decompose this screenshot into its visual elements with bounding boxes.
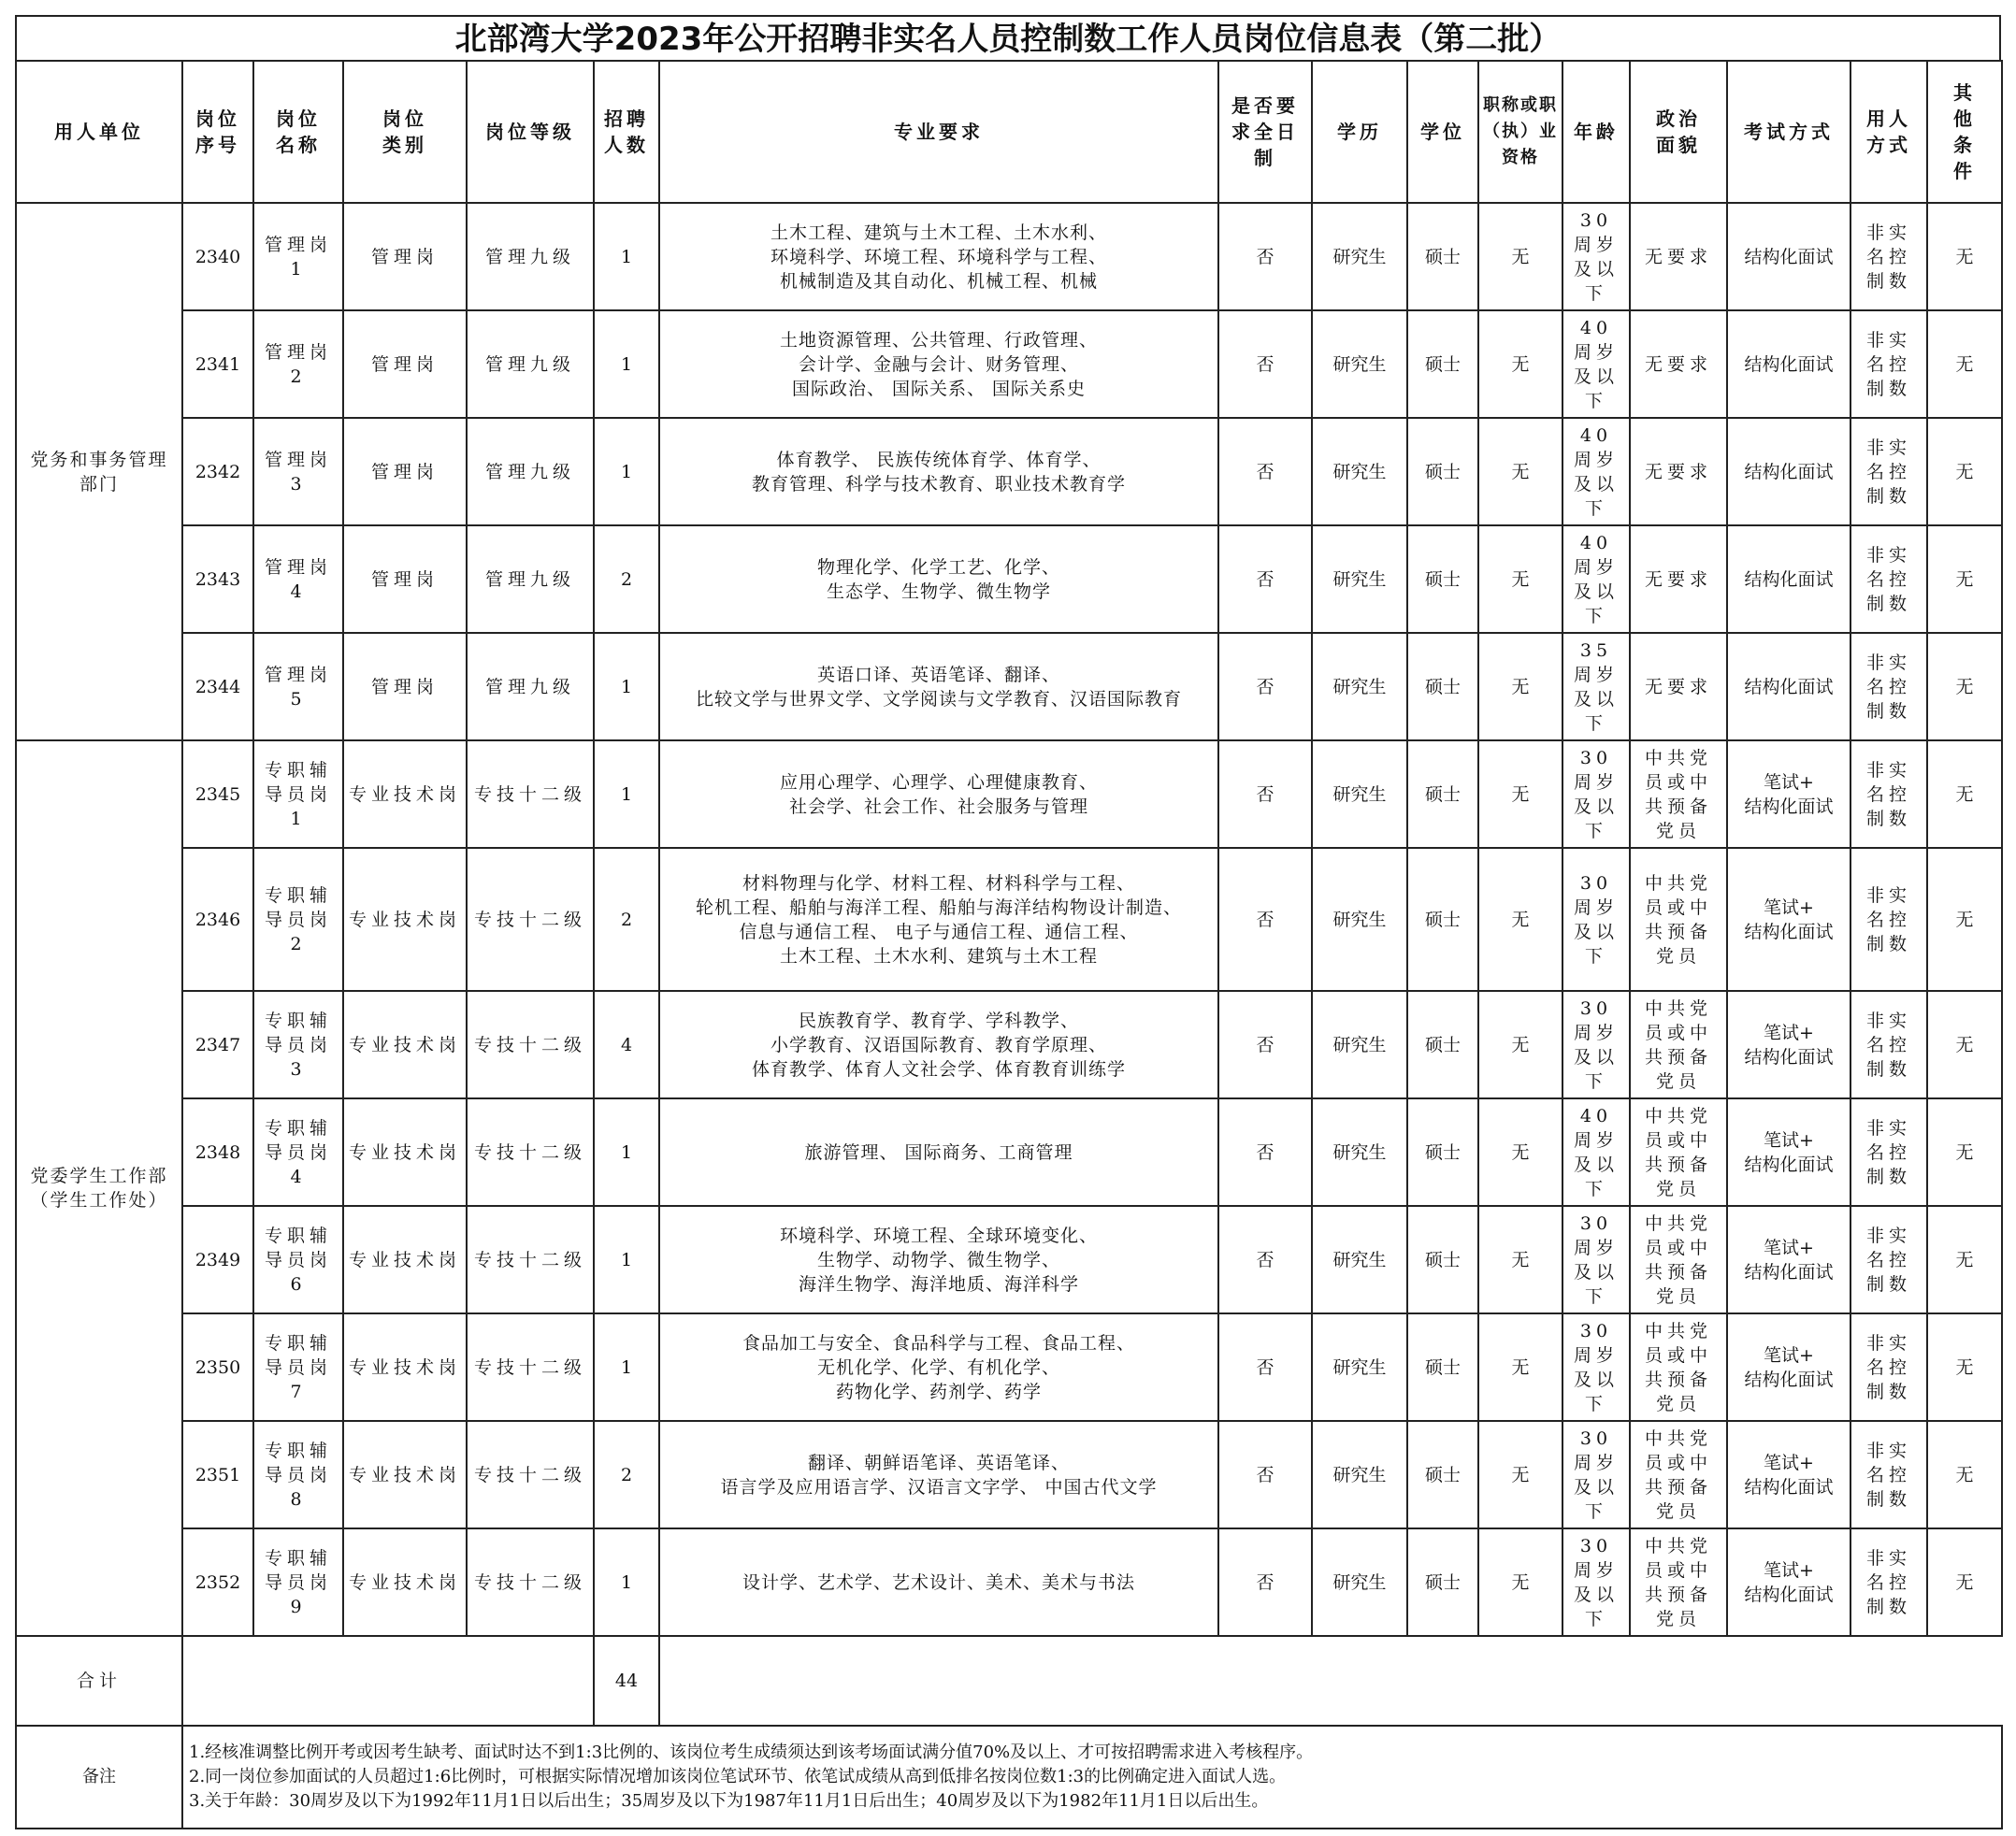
seq-cell: 2348 [182, 1098, 253, 1206]
education-cell: 研究生 [1312, 1313, 1407, 1421]
title-qual-cell: 无 [1478, 1098, 1562, 1206]
other-cell: 无 [1927, 740, 2002, 848]
political-cell: 无要求 [1630, 633, 1727, 740]
education-cell: 研究生 [1312, 418, 1407, 525]
degree-cell: 硕士 [1407, 310, 1478, 418]
notes-label: 备注 [16, 1726, 182, 1829]
count-cell: 1 [594, 203, 659, 310]
exam-line: 结构化面试 [1744, 1046, 1834, 1068]
hire-cell: 非实名控制数 [1850, 1313, 1927, 1421]
table-row [16, 1313, 2002, 1421]
level-cell: 专技十二级 [467, 1206, 594, 1313]
table-row [16, 1528, 2002, 1636]
header-degree: 学位 [1407, 61, 1478, 203]
table-row [16, 203, 2002, 310]
title-qual-cell: 无 [1478, 991, 1562, 1098]
major-line: 土地资源管理、公共管理、行政管理、 [779, 329, 1098, 351]
major-line: 应用心理学、心理学、心理健康教育、 [779, 771, 1098, 793]
major-line: 无机化学、化学、有机化学、 [816, 1356, 1060, 1378]
header-name: 岗位名称 [253, 61, 343, 203]
count-cell: 1 [594, 310, 659, 418]
major-line: 体育教学、 民族传统体育学、体育学、 [776, 449, 1102, 470]
exam-cell: 结构化面试 [1727, 203, 1850, 310]
exam-cell [1727, 848, 1850, 991]
header-row [16, 61, 2002, 203]
exam-line: 结构化面试 [1744, 1476, 1834, 1498]
exam-line: 笔试+ [1764, 1559, 1814, 1581]
header-education: 学历 [1312, 61, 1407, 203]
exam-line: 结构化面试 [1744, 1584, 1834, 1605]
seq-cell: 2346 [182, 848, 253, 991]
header-age: 年龄 [1562, 61, 1630, 203]
level-cell: 管理九级 [467, 418, 594, 525]
category-cell: 管理岗 [343, 633, 467, 740]
total-blank [182, 1636, 594, 1726]
table-row [16, 991, 2002, 1098]
degree-cell: 硕士 [1407, 1098, 1478, 1206]
seq-cell: 2351 [182, 1421, 253, 1528]
fulltime-cell: 否 [1218, 1421, 1312, 1528]
major-line: 会计学、金融与会计、财务管理、 [798, 353, 1079, 375]
hire-cell: 非实名控制数 [1850, 203, 1927, 310]
category-cell: 专业技术岗 [343, 991, 467, 1098]
post-name-cell: 专职辅导员岗4 [253, 1098, 343, 1206]
fulltime-cell: 否 [1218, 991, 1312, 1098]
title-qual-cell: 无 [1478, 1528, 1562, 1636]
degree-cell: 硕士 [1407, 1206, 1478, 1313]
degree-cell: 硕士 [1407, 418, 1478, 525]
other-cell: 无 [1927, 1098, 2002, 1206]
major-line: 生态学、生物学、微生物学 [826, 581, 1051, 602]
exam-line: 结构化面试 [1744, 921, 1834, 942]
degree-cell: 硕士 [1407, 203, 1478, 310]
age-cell: 30周岁及以下 [1562, 1206, 1630, 1313]
degree-cell: 硕士 [1407, 525, 1478, 633]
education-cell: 研究生 [1312, 1421, 1407, 1528]
post-name-cell: 管理岗5 [253, 633, 343, 740]
degree-cell: 硕士 [1407, 1313, 1478, 1421]
count-cell: 1 [594, 740, 659, 848]
degree-cell: 硕士 [1407, 848, 1478, 991]
major-line: 英语口译、英语笔译、翻译、 [816, 664, 1060, 685]
total-label: 合计 [16, 1636, 182, 1726]
count-cell: 2 [594, 848, 659, 991]
note-line: 1.经核准调整比例开考或因考生缺考、面试时达不到1:3比例的、该岗位考生成绩须达到该考场面试满分值70%及以上、才可按招聘需求进入考核程序。 [189, 1743, 1314, 1762]
other-cell: 无 [1927, 525, 2002, 633]
seq-cell: 2345 [182, 740, 253, 848]
other-cell: 无 [1927, 1206, 2002, 1313]
table-row [16, 633, 2002, 740]
hire-cell: 非实名控制数 [1850, 1528, 1927, 1636]
header-exam: 考试方式 [1727, 61, 1850, 203]
post-name-cell: 管理岗3 [253, 418, 343, 525]
education-cell: 研究生 [1312, 633, 1407, 740]
exam-cell: 结构化面试 [1727, 418, 1850, 525]
category-cell: 专业技术岗 [343, 1421, 467, 1528]
major-cell [659, 1098, 1218, 1206]
degree-cell: 硕士 [1407, 633, 1478, 740]
other-cell: 无 [1927, 1528, 2002, 1636]
unit-cell: 党务和事务管理部门 [16, 203, 182, 740]
title-qual-cell: 无 [1478, 203, 1562, 310]
header-level: 岗位等级 [467, 61, 594, 203]
level-cell: 专技十二级 [467, 740, 594, 848]
table-row [16, 1098, 2002, 1206]
major-cell [659, 418, 1218, 525]
exam-cell [1727, 1098, 1850, 1206]
count-cell: 1 [594, 418, 659, 525]
education-cell: 研究生 [1312, 1206, 1407, 1313]
degree-cell: 硕士 [1407, 1421, 1478, 1528]
post-name-cell: 管理岗2 [253, 310, 343, 418]
seq-cell: 2341 [182, 310, 253, 418]
education-cell: 研究生 [1312, 740, 1407, 848]
title-qual-cell: 无 [1478, 1313, 1562, 1421]
age-cell: 40周岁及以下 [1562, 525, 1630, 633]
fulltime-cell: 否 [1218, 525, 1312, 633]
age-cell: 30周岁及以下 [1562, 203, 1630, 310]
major-line: 国际政治、 国际关系、 国际关系史 [791, 378, 1087, 399]
major-line: 轮机工程、船舶与海洋工程、船舶与海洋结构物设计制造、 [695, 896, 1182, 918]
header-unit: 用人单位 [16, 61, 182, 203]
major-line: 海洋生物学、海洋地质、海洋科学 [798, 1273, 1079, 1295]
political-cell: 无要求 [1630, 418, 1727, 525]
exam-line: 笔试+ [1764, 1452, 1814, 1473]
category-cell: 管理岗 [343, 525, 467, 633]
major-cell [659, 633, 1218, 740]
post-name-cell: 专职辅导员岗9 [253, 1528, 343, 1636]
major-cell [659, 1528, 1218, 1636]
age-cell: 40周岁及以下 [1562, 418, 1630, 525]
header-title-qual: 职称或职（执）业资格 [1478, 61, 1562, 203]
education-cell: 研究生 [1312, 310, 1407, 418]
title-qual-cell: 无 [1478, 1421, 1562, 1528]
table-row [16, 848, 2002, 991]
title-qual-cell: 无 [1478, 310, 1562, 418]
post-name-cell: 管理岗1 [253, 203, 343, 310]
major-line: 环境科学、环境工程、全球环境变化、 [779, 1225, 1098, 1246]
fulltime-cell: 否 [1218, 203, 1312, 310]
major-line: 民族教育学、教育学、学科教学、 [798, 1010, 1079, 1031]
fulltime-cell: 否 [1218, 418, 1312, 525]
education-cell: 研究生 [1312, 525, 1407, 633]
count-cell: 4 [594, 991, 659, 1098]
major-line: 生物学、动物学、微生物学、 [816, 1249, 1060, 1270]
title-qual-cell: 无 [1478, 1206, 1562, 1313]
exam-cell [1727, 1528, 1850, 1636]
positions-table [15, 60, 2003, 1829]
other-cell: 无 [1927, 1421, 2002, 1528]
level-cell: 专技十二级 [467, 848, 594, 991]
age-cell: 35周岁及以下 [1562, 633, 1630, 740]
seq-cell: 2344 [182, 633, 253, 740]
major-line: 设计学、艺术学、艺术设计、美术、美术与书法 [742, 1571, 1135, 1593]
other-cell: 无 [1927, 203, 2002, 310]
category-cell: 专业技术岗 [343, 1206, 467, 1313]
hire-cell: 非实名控制数 [1850, 418, 1927, 525]
hire-cell: 非实名控制数 [1850, 1098, 1927, 1206]
major-line: 翻译、朝鲜语笔译、英语笔译、 [807, 1452, 1070, 1473]
title-qual-cell: 无 [1478, 633, 1562, 740]
hire-cell: 非实名控制数 [1850, 525, 1927, 633]
political-cell: 中共党员或中共预备党员 [1630, 1528, 1727, 1636]
degree-cell: 硕士 [1407, 1528, 1478, 1636]
exam-line: 笔试+ [1764, 1237, 1814, 1258]
header-count: 招聘人数 [594, 61, 659, 203]
post-name-cell: 专职辅导员岗1 [253, 740, 343, 848]
category-cell: 管理岗 [343, 203, 467, 310]
header-seq: 岗位序号 [182, 61, 253, 203]
category-cell: 专业技术岗 [343, 848, 467, 991]
major-line: 教育管理、科学与技术教育、职业技术教育学 [751, 473, 1126, 495]
title-qual-cell: 无 [1478, 740, 1562, 848]
exam-cell [1727, 1313, 1850, 1421]
hire-cell: 非实名控制数 [1850, 633, 1927, 740]
exam-line: 结构化面试 [1744, 1261, 1834, 1283]
age-cell: 40周岁及以下 [1562, 1098, 1630, 1206]
table-row [16, 418, 2002, 525]
exam-cell [1727, 1421, 1850, 1528]
major-line: 土木工程、建筑与土木工程、土木水利、 [770, 222, 1107, 243]
note-line: 2.同一岗位参加面试的人员超过1:6比例时，可根据实际情况增加该岗位笔试环节、依笔试成绩从高到低排名按岗位数1:3的比例确定进入面试人选。 [189, 1767, 1287, 1786]
education-cell: 研究生 [1312, 203, 1407, 310]
major-cell [659, 203, 1218, 310]
hire-cell: 非实名控制数 [1850, 991, 1927, 1098]
count-cell: 2 [594, 525, 659, 633]
major-cell [659, 740, 1218, 848]
exam-line: 结构化面试 [1744, 796, 1834, 817]
other-cell: 无 [1927, 310, 2002, 418]
post-name-cell: 专职辅导员岗7 [253, 1313, 343, 1421]
major-cell [659, 991, 1218, 1098]
exam-line: 结构化面试 [1744, 1369, 1834, 1390]
level-cell: 管理九级 [467, 525, 594, 633]
major-line: 旅游管理、 国际商务、工商管理 [804, 1141, 1073, 1163]
political-cell: 中共党员或中共预备党员 [1630, 740, 1727, 848]
major-line: 物理化学、化学工艺、化学、 [816, 556, 1060, 578]
post-name-cell: 专职辅导员岗3 [253, 991, 343, 1098]
other-cell: 无 [1927, 848, 2002, 991]
exam-line: 笔试+ [1764, 1129, 1814, 1151]
exam-line: 笔试+ [1764, 771, 1814, 793]
age-cell: 30周岁及以下 [1562, 1313, 1630, 1421]
exam-cell [1727, 740, 1850, 848]
hire-cell: 非实名控制数 [1850, 848, 1927, 991]
political-cell: 无要求 [1630, 525, 1727, 633]
fulltime-cell: 否 [1218, 1206, 1312, 1313]
count-cell: 1 [594, 1313, 659, 1421]
major-line: 比较文学与世界文学、文学阅读与文学教育、汉语国际教育 [695, 688, 1182, 710]
exam-cell: 结构化面试 [1727, 525, 1850, 633]
count-cell: 1 [594, 1098, 659, 1206]
exam-line: 笔试+ [1764, 1022, 1814, 1043]
header-major: 专业要求 [659, 61, 1218, 203]
level-cell: 专技十二级 [467, 1098, 594, 1206]
header-other: 其他条件 [1927, 61, 2002, 203]
seq-cell: 2350 [182, 1313, 253, 1421]
level-cell: 管理九级 [467, 633, 594, 740]
table-row [16, 740, 2002, 848]
table-row [16, 1421, 2002, 1528]
page-title: 北部湾大学2023年公开招聘非实名人员控制数工作人员岗位信息表（第二批） [15, 15, 2001, 60]
political-cell: 中共党员或中共预备党员 [1630, 1098, 1727, 1206]
education-cell: 研究生 [1312, 991, 1407, 1098]
level-cell: 管理九级 [467, 203, 594, 310]
age-cell: 40周岁及以下 [1562, 310, 1630, 418]
exam-cell: 结构化面试 [1727, 310, 1850, 418]
header-political: 政治面貌 [1630, 61, 1727, 203]
major-line: 药物化学、药剂学、药学 [835, 1381, 1042, 1402]
count-cell: 1 [594, 633, 659, 740]
age-cell: 30周岁及以下 [1562, 1421, 1630, 1528]
seq-cell: 2347 [182, 991, 253, 1098]
major-line: 食品加工与安全、食品科学与工程、食品工程、 [742, 1332, 1135, 1354]
political-cell: 无要求 [1630, 203, 1727, 310]
exam-line: 结构化面试 [1744, 1154, 1834, 1175]
degree-cell: 硕士 [1407, 740, 1478, 848]
post-name-cell: 管理岗4 [253, 525, 343, 633]
education-cell: 研究生 [1312, 1528, 1407, 1636]
table-body [16, 203, 2002, 1636]
other-cell: 无 [1927, 633, 2002, 740]
major-cell [659, 310, 1218, 418]
total-count: 44 [594, 1636, 659, 1726]
title-qual-cell: 无 [1478, 418, 1562, 525]
political-cell: 中共党员或中共预备党员 [1630, 848, 1727, 991]
fulltime-cell: 否 [1218, 1098, 1312, 1206]
exam-cell: 结构化面试 [1727, 633, 1850, 740]
note-line: 3.关于年龄：30周岁及以下为1992年11月1日以后出生；35周岁及以下为1987年11月1日后出生；40周岁及以下为1982年11月1日以后出生。 [189, 1791, 1269, 1811]
level-cell: 管理九级 [467, 310, 594, 418]
major-line: 社会学、社会工作、社会服务与管理 [788, 796, 1088, 817]
fulltime-cell: 否 [1218, 1528, 1312, 1636]
major-cell [659, 848, 1218, 991]
major-line: 小学教育、汉语国际教育、教育学原理、 [770, 1034, 1107, 1055]
major-line: 材料物理与化学、材料工程、材料科学与工程、 [742, 872, 1135, 894]
hire-cell: 非实名控制数 [1850, 740, 1927, 848]
political-cell: 中共党员或中共预备党员 [1630, 1313, 1727, 1421]
major-cell [659, 1421, 1218, 1528]
major-cell [659, 1206, 1218, 1313]
other-cell: 无 [1927, 418, 2002, 525]
level-cell: 专技十二级 [467, 991, 594, 1098]
recruitment-sheet [15, 15, 2001, 1829]
hire-cell: 非实名控制数 [1850, 310, 1927, 418]
political-cell: 中共党员或中共预备党员 [1630, 991, 1727, 1098]
fulltime-cell: 否 [1218, 848, 1312, 991]
seq-cell: 2349 [182, 1206, 253, 1313]
category-cell: 专业技术岗 [343, 1313, 467, 1421]
header-category: 岗位类别 [343, 61, 467, 203]
major-line: 体育教学、体育人文社会学、体育教育训练学 [751, 1058, 1126, 1080]
post-name-cell: 专职辅导员岗6 [253, 1206, 343, 1313]
major-line: 信息与通信工程、 电子与通信工程、通信工程、 [739, 921, 1139, 942]
header-hire: 用人方式 [1850, 61, 1927, 203]
seq-cell: 2340 [182, 203, 253, 310]
age-cell: 30周岁及以下 [1562, 1528, 1630, 1636]
seq-cell: 2352 [182, 1528, 253, 1636]
level-cell: 专技十二级 [467, 1313, 594, 1421]
table-row [16, 310, 2002, 418]
category-cell: 管理岗 [343, 418, 467, 525]
header-fulltime: 是否要求全日制 [1218, 61, 1312, 203]
count-cell: 1 [594, 1528, 659, 1636]
age-cell: 30周岁及以下 [1562, 848, 1630, 991]
political-cell: 无要求 [1630, 310, 1727, 418]
exam-line: 笔试+ [1764, 1344, 1814, 1366]
fulltime-cell: 否 [1218, 1313, 1312, 1421]
fulltime-cell: 否 [1218, 740, 1312, 848]
notes-text [182, 1726, 2002, 1829]
degree-cell: 硕士 [1407, 991, 1478, 1098]
fulltime-cell: 否 [1218, 310, 1312, 418]
category-cell: 管理岗 [343, 310, 467, 418]
other-cell: 无 [1927, 991, 2002, 1098]
unit-cell: 党委学生工作部（学生工作处） [16, 740, 182, 1636]
hire-cell: 非实名控制数 [1850, 1421, 1927, 1528]
political-cell: 中共党员或中共预备党员 [1630, 1421, 1727, 1528]
major-line: 土木工程、土木水利、建筑与土木工程 [779, 945, 1098, 967]
major-line: 环境科学、环境工程、环境科学与工程、 [770, 246, 1107, 267]
education-cell: 研究生 [1312, 848, 1407, 991]
political-cell: 中共党员或中共预备党员 [1630, 1206, 1727, 1313]
fulltime-cell: 否 [1218, 633, 1312, 740]
other-cell: 无 [1927, 1313, 2002, 1421]
hire-cell: 非实名控制数 [1850, 1206, 1927, 1313]
major-cell [659, 1313, 1218, 1421]
exam-cell [1727, 1206, 1850, 1313]
total-blank-right [659, 1636, 2002, 1726]
table-row [16, 1206, 2002, 1313]
category-cell: 专业技术岗 [343, 1528, 467, 1636]
table-row [16, 525, 2002, 633]
category-cell: 专业技术岗 [343, 1098, 467, 1206]
major-cell [659, 525, 1218, 633]
count-cell: 2 [594, 1421, 659, 1528]
seq-cell: 2342 [182, 418, 253, 525]
title-qual-cell: 无 [1478, 848, 1562, 991]
seq-cell: 2343 [182, 525, 253, 633]
education-cell: 研究生 [1312, 1098, 1407, 1206]
level-cell: 专技十二级 [467, 1528, 594, 1636]
major-line: 语言学及应用语言学、汉语言文字学、 中国古代文学 [720, 1476, 1158, 1498]
age-cell: 30周岁及以下 [1562, 740, 1630, 848]
count-cell: 1 [594, 1206, 659, 1313]
title-qual-cell: 无 [1478, 525, 1562, 633]
post-name-cell: 专职辅导员岗2 [253, 848, 343, 991]
notes-row [16, 1726, 2002, 1829]
category-cell: 专业技术岗 [343, 740, 467, 848]
post-name-cell: 专职辅导员岗8 [253, 1421, 343, 1528]
exam-cell [1727, 991, 1850, 1098]
level-cell: 专技十二级 [467, 1421, 594, 1528]
total-row [16, 1636, 2002, 1726]
major-line: 机械制造及其自动化、机械工程、机械 [779, 270, 1098, 292]
exam-line: 笔试+ [1764, 896, 1814, 918]
age-cell: 30周岁及以下 [1562, 991, 1630, 1098]
